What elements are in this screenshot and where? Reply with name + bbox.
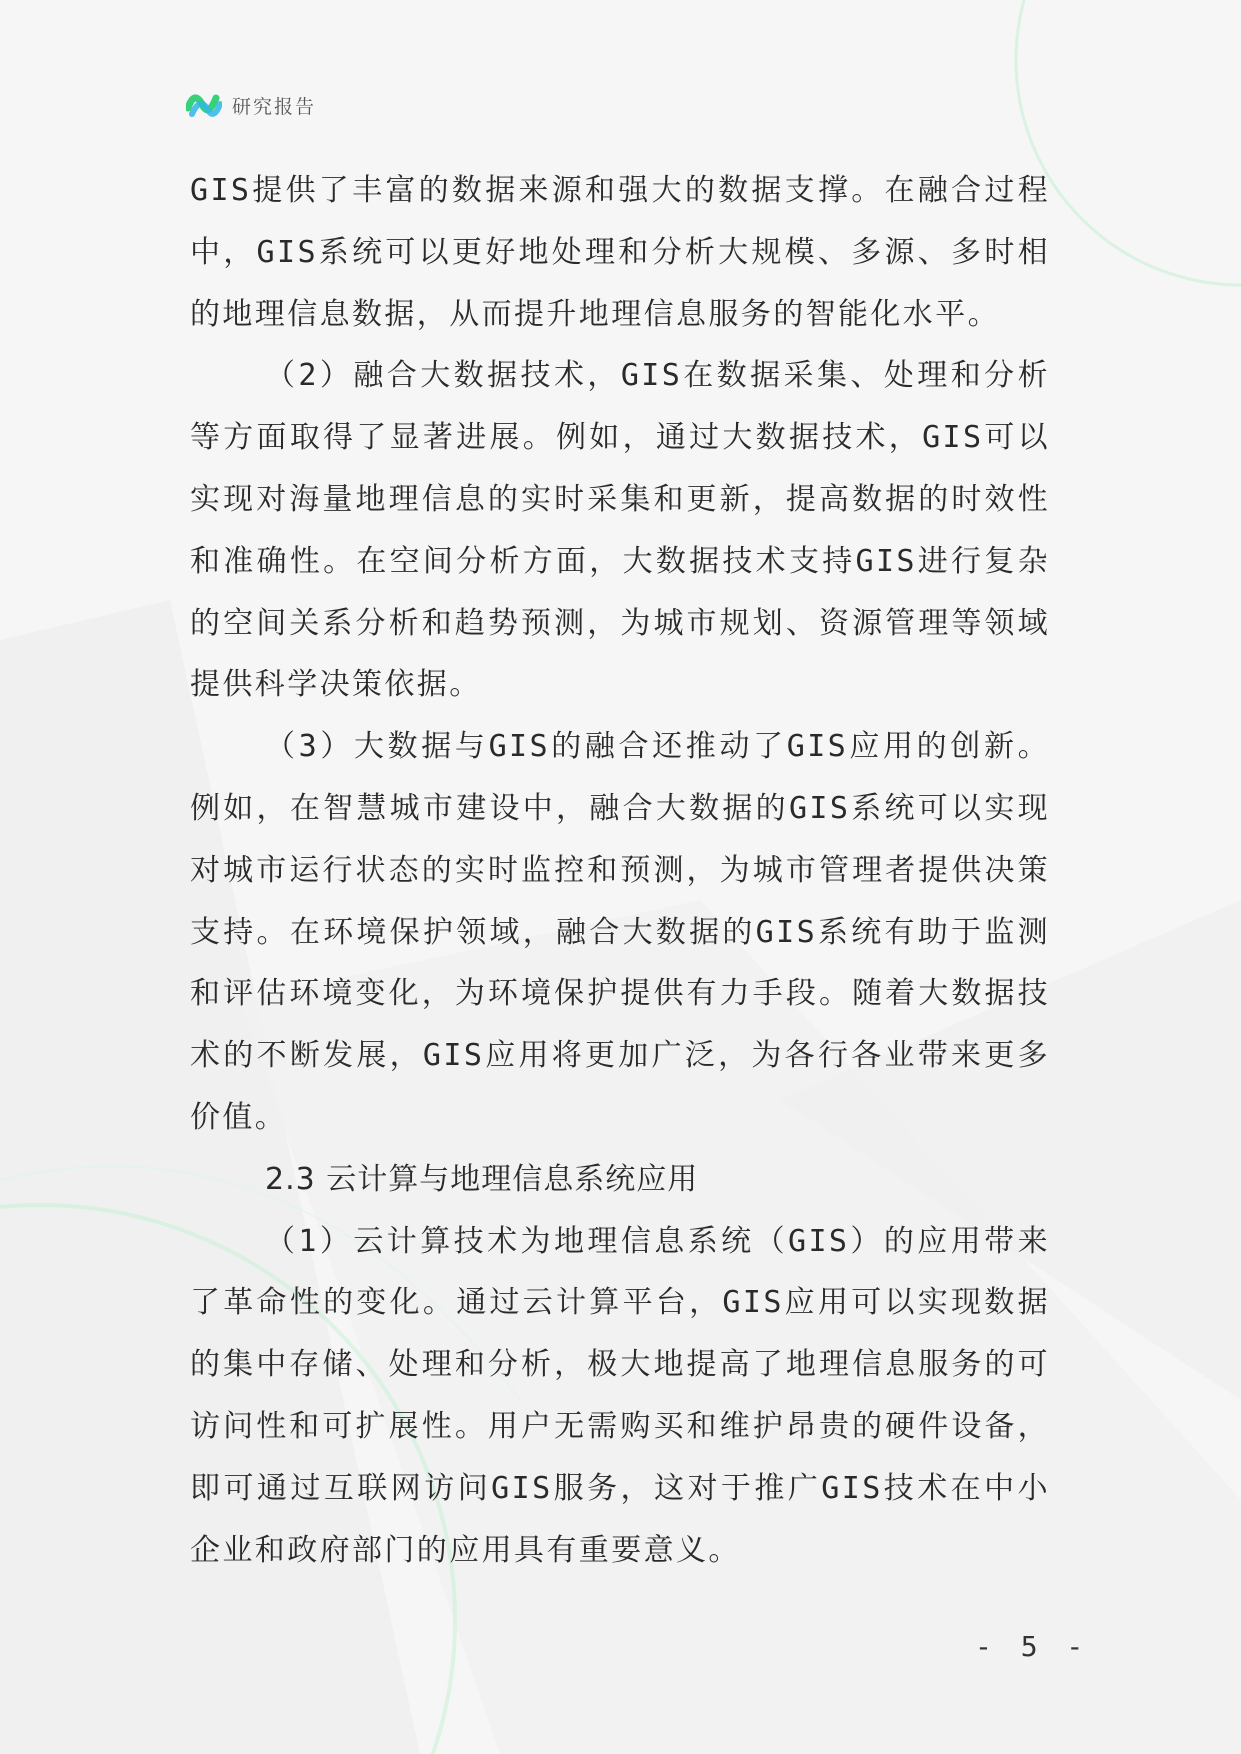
page-number: - 5 - (975, 1630, 1090, 1663)
paragraph: （3）大数据与GIS的融合还推动了GIS应用的创新。例如，在智慧城市建设中，融合大数据的GIS系统可以实现对城市运行状态的实时监控和预测，为城市管理者提供决策支持。在环境保护领域，融合大数据的GIS系统有助于监测和评估环境变化，为环境保护提供有力手段。随着大数据技术的不断发展，GIS应用将更加广泛，为各行各业带来更多价值。 (190, 729, 1050, 1135)
paragraph: （2）融合大数据技术，GIS在数据采集、处理和分析等方面取得了显著进展。例如，通过大数据技术，GIS可以实现对海量地理信息的实时采集和更新，提高数据的时效性和准确性。在空间分析方面，大数据技术支持GIS进行复杂的空间关系分析和趋势预测，为城市规划、资源管理等领域提供科学决策依据。 (190, 358, 1050, 703)
report-title: 研究报告 (232, 95, 317, 118)
wave-logo-icon (186, 88, 222, 122)
paragraph: （1）云计算技术为地理信息系统（GIS）的应用带来了革命性的变化。通过云计算平台，GIS应用可以实现数据的集中存储、处理和分析，极大地提高了地理信息服务的可访问性和可扩展性。用户无需购买和维护昂贵的硬件设备，即可通过互联网访问GIS服务，这对于推广GIS技术在中小企业和政府部门的应用具有重要意义。 (190, 1223, 1050, 1568)
report-header (186, 88, 316, 122)
paragraph: GIS提供了丰富的数据来源和强大的数据支撑。在融合过程中，GIS系统可以更好地处理和分析大规模、多源、多时相的地理信息数据，从而提升地理信息服务的智能化水平。 (190, 173, 1050, 332)
section-heading: 2.3 云计算与地理信息系统应用 (265, 1161, 699, 1197)
body-text (190, 160, 1050, 1581)
